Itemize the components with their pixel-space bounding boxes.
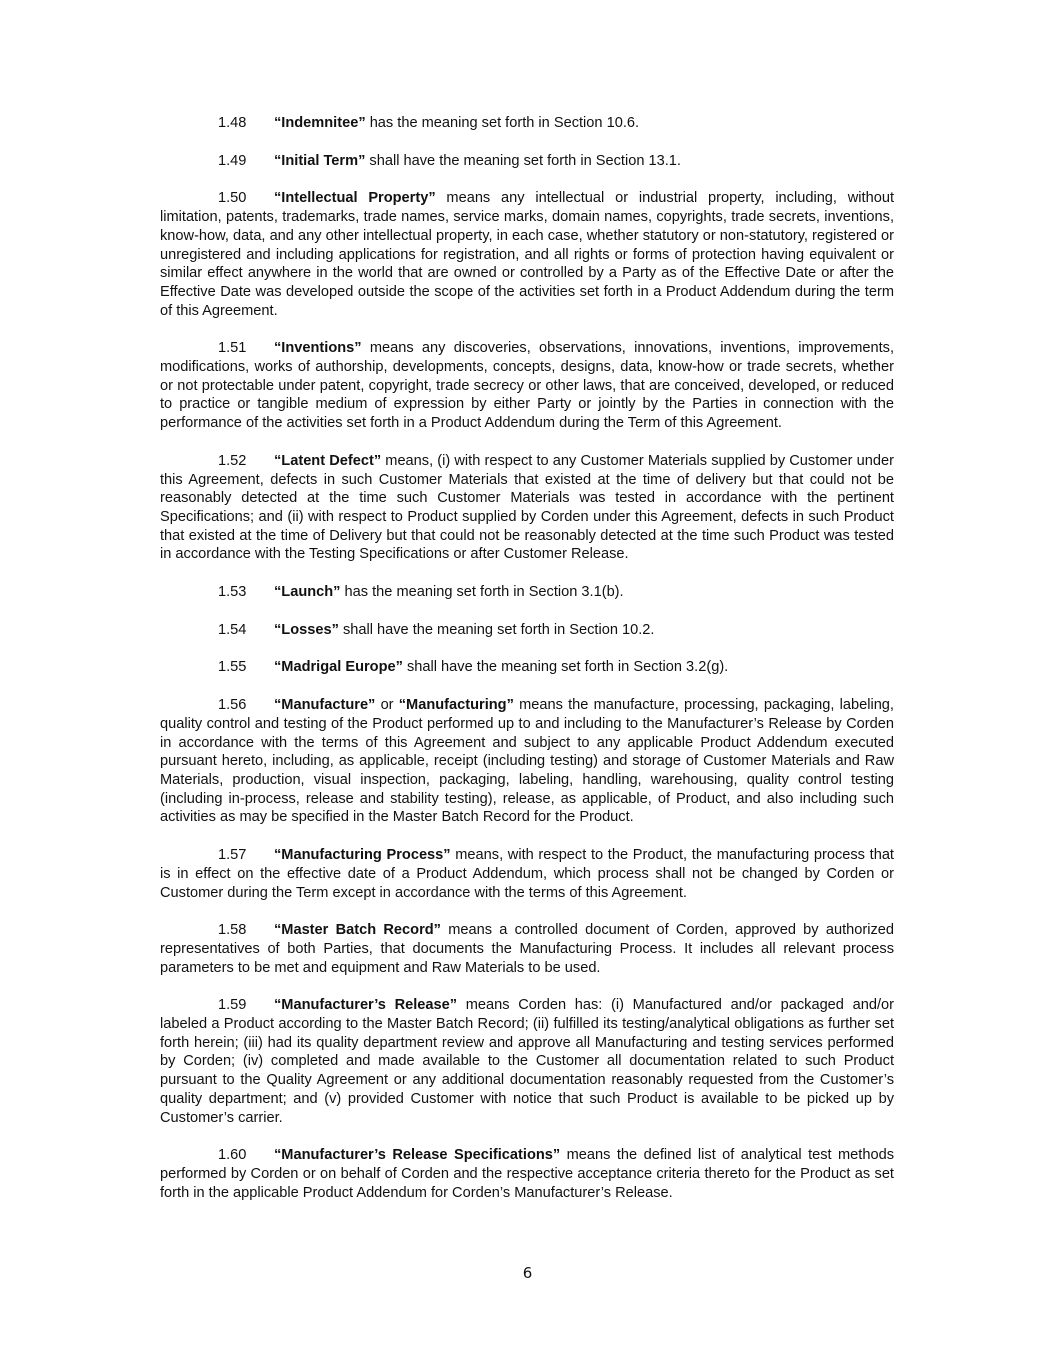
- defined-term: “Manufacturer’s Release”: [274, 997, 458, 1014]
- definition-text: shall have the meaning set forth in Section 3.2(g).: [402, 659, 729, 676]
- document-page: [160, 114, 894, 1221]
- definition-1-60: [160, 1146, 894, 1202]
- page-number: 6: [522, 1264, 533, 1282]
- definition-text: shall have the meaning set forth in Section 10.2.: [338, 621, 655, 638]
- defined-term: “Manufacturing Process”: [274, 847, 451, 864]
- section-number: 1.58: [218, 922, 247, 939]
- defined-term: “Inventions”: [274, 340, 362, 357]
- section-number: 1.50: [218, 190, 247, 207]
- section-number: 1.55: [218, 659, 247, 676]
- defined-term: “Launch”: [274, 584, 341, 601]
- defined-term: “Manufacturer’s Release Specifications”: [274, 1147, 561, 1164]
- definition-text: means a controlled document of Corden, approved by authorized representatives of both Parties, that documents the Manufacturing Process. It includes all relevant process parameters to be met and equipment and Raw Materials to be used.: [160, 922, 894, 976]
- defined-term: “Initial Term”: [274, 152, 366, 169]
- definition-1-53: [160, 583, 894, 602]
- defined-term: “Madrigal Europe”: [274, 659, 403, 676]
- definition-text: means the defined list of analytical test methods performed by Corden or on behalf of Corden and the respective acceptance criteria thereto for the Product as set forth in the applicable Product Addendum for Corden’s Manufacturer’s Release.: [160, 1147, 895, 1201]
- definition-text: means, (i) with respect to any Customer Materials supplied by Customer under this Agreement, defects in such Customer Materials that existed at the time of delivery but that could not be reasonably detected at the time such Customer Materials was tested in accordance with the pertinent Specifications; and (ii) with respect to Product supplied by Corden under this Agreement, defects in such Product that existed at the time of Delivery but that could not be reasonably detected at the time such Product was tested in accordance with the Testing Specifications or after Customer Release.: [160, 452, 894, 563]
- section-number: 1.49: [218, 152, 247, 169]
- defined-term: “Master Batch Record”: [274, 922, 441, 939]
- defined-term: “Latent Defect”: [274, 452, 382, 469]
- defined-term: “Intellectual Property”: [274, 190, 436, 207]
- definition-text: means any intellectual or industrial property, including, without limitation, patents, trademarks, trade names, service marks, domain names, copyrights, trade secrets, inventions, know-how, data, and any other intellectual property, in each case, whether statutory or non-statutory, registered or unregistered and including applications for registration, and all rights or forms of protection having equivalent or similar effect anywhere in the world that are owned or controlled by a Party as of the Effective Date or after the Effective Date was developed outside the scope of the activities set forth in a Product Addendum during the term of this Agreement.: [160, 190, 895, 319]
- definition-text: shall have the meaning set forth in Section 13.1.: [365, 152, 681, 169]
- definition-1-58: [160, 921, 894, 977]
- section-number: 1.52: [218, 452, 247, 469]
- term-connector: or: [375, 697, 399, 714]
- section-number: 1.56: [218, 697, 247, 714]
- definition-text: means the manufacture, processing, packaging, labeling, quality control and testing of the Product performed up to and including to the Manufacturer’s Release by Corden in accordance with the terms of this Agreement and subject to any applicable Product Addendum executed pursuant hereto, including, as applicable, receipt (including testing) and storage of Customer Materials and Raw Materials, production, visual inspection, packaging, labeling, handling, warehousing, quality control testing (including in-process, release and stability testing), release, as applicable, of Product, and also including such activities as may be specified in the Master Batch Record for the Product.: [160, 697, 894, 826]
- section-number: 1.54: [218, 621, 247, 638]
- definition-1-54: [160, 621, 894, 640]
- defined-term: “Indemnitee”: [274, 115, 366, 131]
- definition-1-49: [160, 152, 894, 171]
- definition-text: means any discoveries, observations, innovations, inventions, improvements, modifications, works of authorship, developments, concepts, designs, data, know-how or trade secrets, whether or not protectable under patent, copyright, trade secrecy or other laws, that are conceived, developed, or reduced to practice or tangible medium of expression by either Party or jointly by the Parties in connection with the performance of the activities set forth in a Product Addendum during the Term of this Agreement.: [160, 340, 894, 432]
- section-number: 1.53: [218, 584, 247, 601]
- definition-1-56: [160, 696, 894, 827]
- definition-text: has the meaning set forth in Section 10.6.: [365, 115, 640, 131]
- section-number: 1.48: [218, 115, 247, 131]
- definition-text: has the meaning set forth in Section 3.1(b).: [340, 584, 624, 601]
- section-number: 1.60: [218, 1147, 247, 1164]
- defined-term: “Manufacture”: [274, 697, 376, 714]
- definition-text: means, with respect to the Product, the manufacturing process that is in effect on the effective date of a Product Addendum, which process shall not be changed by Corden or Customer during the Term except in accordance with the terms of this Agreement.: [160, 847, 894, 901]
- definition-text: means Corden has: (i) Manufactured and/or packaged and/or labeled a Product according to the Master Batch Record; (ii) fulfilled its testing/analytical obligations as further set forth herein; (iii) had its quality department review and approve all Manufacturing and testing services performed by Corden; (iv) completed and made available to the Customer all documentation related to such Product pursuant to the Quality Agreement or any additional documentation reasonably requested from the Customer’s quality department; and (v) provided Customer with notice that such Product is available to be picked up by Customer’s carrier.: [160, 997, 894, 1126]
- section-number: 1.57: [218, 847, 247, 864]
- section-number: 1.59: [218, 997, 247, 1014]
- definition-1-55: [160, 658, 894, 677]
- definition-1-51: [160, 339, 894, 433]
- defined-term-alternate: “Manufacturing”: [398, 697, 514, 714]
- defined-term: “Losses”: [274, 621, 339, 638]
- definition-1-50: [160, 189, 894, 320]
- definition-1-59: [160, 996, 894, 1127]
- definition-1-57: [160, 846, 894, 902]
- section-number: 1.51: [218, 340, 247, 357]
- definition-1-48: [160, 114, 894, 133]
- definition-1-52: [160, 452, 894, 564]
